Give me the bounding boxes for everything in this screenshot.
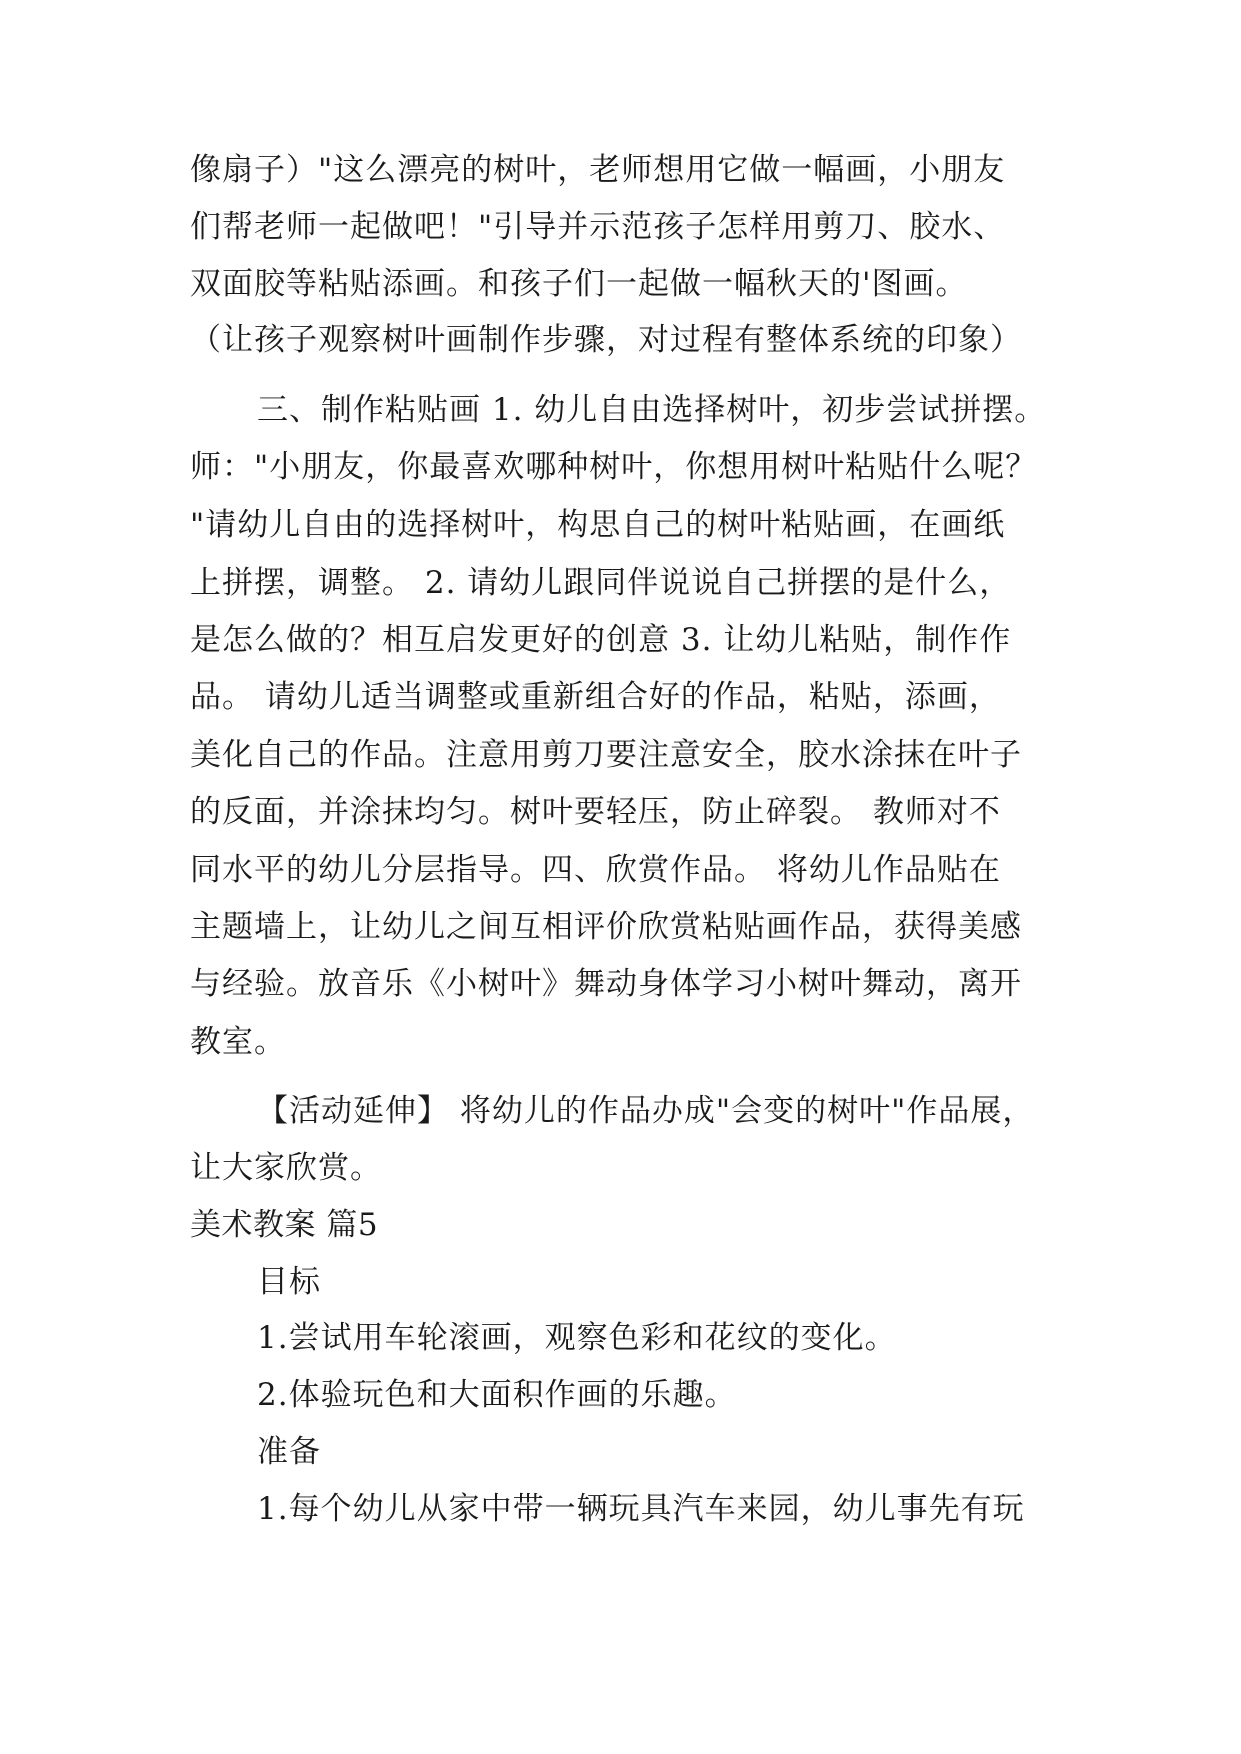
section-title: 美术教案 篇5 xyxy=(190,1207,379,1243)
text-line: 主题墙上，让幼儿之间互相评价欣赏粘贴画作品，获得美感 xyxy=(190,909,1022,945)
preparation-item: 1.每个幼儿从家中带一辆玩具汽车来园，幼儿事先有玩 xyxy=(257,1491,1025,1527)
text-line: 美化自己的作品。注意用剪刀要注意安全，胶水涂抹在叶子 xyxy=(190,737,1022,773)
text-line: "请幼儿自由的选择树叶，构思自己的树叶粘贴画，在画纸 xyxy=(190,507,1006,543)
text-line: 是怎么做的？相互启发更好的创意 3. 让幼儿粘贴，制作作 xyxy=(190,622,1012,658)
goal-item: 2.体验玩色和大面积作画的乐趣。 xyxy=(257,1377,737,1413)
text-line: 教室。 xyxy=(190,1024,286,1060)
text-line: 双面胶等粘贴添画。和孩子们一起做一幅秋天的'图画。 xyxy=(190,266,968,302)
text-line: 上拼摆，调整。 2. 请幼儿跟同伴说说自己拼摆的是什么， xyxy=(190,565,1012,601)
goals-heading: 目标 xyxy=(257,1264,321,1300)
text-line: 的反面，并涂抹均匀。树叶要轻压，防止碎裂。 教师对不 xyxy=(190,794,1001,830)
text-line: 让大家欣赏。 xyxy=(190,1150,382,1186)
text-line: 品。 请幼儿适当调整或重新组合好的作品，粘贴，添画， xyxy=(190,679,1001,715)
goal-item: 1.尝试用车轮滚画，观察色彩和花纹的变化。 xyxy=(257,1320,897,1356)
text-line: 与经验。放音乐《小树叶》舞动身体学习小树叶舞动，离开 xyxy=(190,966,1022,1002)
section-heading-line: 三、制作粘贴画 1. 幼儿自由选择树叶，初步尝试拼摆。 xyxy=(257,392,1047,428)
text-line: 像扇子）"这么漂亮的树叶，老师想用它做一幅画，小朋友 xyxy=(190,152,1006,188)
text-line: 同水平的幼儿分层指导。四、欣赏作品。 将幼儿作品贴在 xyxy=(190,852,1001,888)
activity-extension-line: 【活动延伸】 将幼儿的作品办成"会变的树叶"作品展， xyxy=(257,1093,1035,1129)
preparation-heading: 准备 xyxy=(257,1434,321,1470)
text-line: 师："小朋友，你最喜欢哪种树叶，你想用树叶粘贴什么呢？ xyxy=(190,449,1038,485)
text-line: （让孩子观察树叶画制作步骤，对过程有整体系统的印象） xyxy=(190,322,1022,358)
text-line: 们帮老师一起做吧！"引导并示范孩子怎样用剪刀、胶水、 xyxy=(190,209,1006,245)
